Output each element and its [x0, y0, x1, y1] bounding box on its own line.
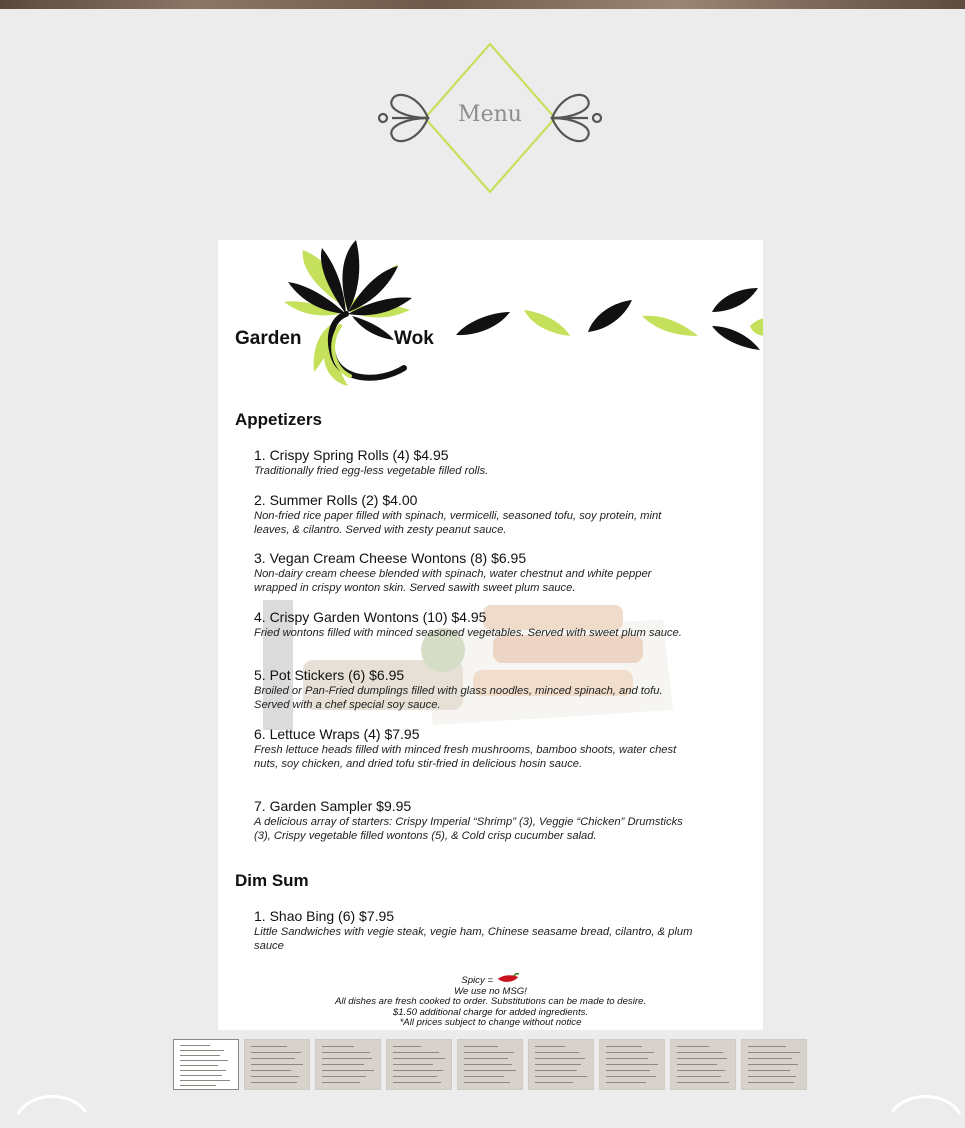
next-arrow-icon[interactable] — [878, 1088, 965, 1128]
menu-page-viewer[interactable] — [218, 240, 763, 1030]
brand-word-garden: Garden — [235, 328, 302, 349]
note-line: $1.50 additional charge for added ingredients. — [392, 1006, 589, 1018]
item-title: 6. Lettuce Wraps (4) $7.95 — [254, 726, 420, 742]
menu-item — [254, 726, 694, 771]
item-title: 4. Crispy Garden Wontons (10) $4.95 — [254, 609, 487, 625]
menu-item — [254, 492, 694, 537]
section-heading: Menu — [458, 102, 522, 127]
section-title-dim-sum: Dim Sum — [235, 871, 309, 890]
item-title: 1. Crispy Spring Rolls (4) $4.95 — [254, 447, 449, 463]
thumbnail-page-3[interactable] — [315, 1039, 381, 1090]
item-title: 7. Garden Sampler $9.95 — [254, 798, 412, 814]
item-title: 2. Summer Rolls (2) $4.00 — [254, 492, 418, 508]
garden-wok-logo — [218, 240, 763, 390]
menu-item — [254, 609, 694, 640]
section-title-appetizers: Appetizers — [235, 410, 322, 429]
item-description: Little Sandwiches with vegie steak, vegie ham, Chinese seasame bread, cilantro, & plum sauce — [254, 926, 693, 952]
brand-word-wok: Wok — [394, 328, 434, 349]
menu-footer-notes — [218, 973, 763, 1029]
thumbnail-page-7[interactable] — [599, 1039, 665, 1090]
thumbnail-page-6[interactable] — [528, 1039, 594, 1090]
thumbnail-page-5[interactable] — [457, 1039, 523, 1090]
thumbnail-page-9[interactable] — [741, 1039, 807, 1090]
header-photo-strip — [0, 0, 965, 9]
spicy-legend — [218, 973, 763, 987]
item-description: Fried wontons filled with minced seasoned vegetables. Served with sweet plum sauce. — [254, 627, 682, 639]
note-line: *All prices subject to change without notice — [399, 1017, 582, 1029]
item-description: Broiled or Pan-Fried dumplings filled with glass noodles, minced spinach, and tofu. Served with a chef special soy sauce. — [254, 685, 663, 711]
menu-heading-emblem — [372, 38, 608, 198]
item-description: Traditionally fried egg-less vegetable filled rolls. — [254, 465, 489, 477]
menu-item — [254, 447, 694, 478]
chili-pepper-icon — [496, 973, 520, 984]
spicy-label: Spicy = — [461, 975, 496, 986]
thumbnail-page-1[interactable] — [173, 1039, 239, 1090]
previous-arrow-icon[interactable] — [10, 1088, 100, 1128]
item-description: Non-fried rice paper filled with spinach, vermicelli, seasoned tofu, soy protein, mint leaves, & cilantro. Served with zesty peanut sauce. — [254, 510, 662, 536]
item-description: Non-dairy cream cheese blended with spinach, water chestnut and white pepper wrapped in crispy wonton skin. Served sawith sweet plum sauce. — [254, 568, 652, 594]
item-title: 1. Shao Bing (6) $7.95 — [254, 908, 395, 924]
menu-item — [254, 667, 694, 712]
note-line: We use no MSG! — [454, 985, 527, 997]
item-title: 3. Vegan Cream Cheese Wontons (8) $6.95 — [254, 550, 527, 566]
menu-item — [254, 908, 694, 953]
thumbnail-page-8[interactable] — [670, 1039, 736, 1090]
thumbnail-page-4[interactable] — [386, 1039, 452, 1090]
menu-item — [254, 550, 694, 595]
item-description: Fresh lettuce heads filled with minced fresh mushrooms, bamboo shoots, water chest nuts, soy chicken, and dried tofu stir-fried in delicious hosin sauce. — [254, 744, 677, 770]
note-line: All dishes are fresh cooked to order. Substitutions can be made to desire. — [334, 996, 647, 1008]
item-description: A delicious array of starters: Crispy Imperial “Shrimp” (3), Veggie “Chicken” Drumsticks (3), Crispy vegetable filled wontons (5), & Cold crisp cucumber salad. — [254, 816, 683, 842]
thumbnail-page-2[interactable] — [244, 1039, 310, 1090]
menu-item — [254, 798, 694, 843]
item-title: 5. Pot Stickers (6) $6.95 — [254, 667, 405, 683]
